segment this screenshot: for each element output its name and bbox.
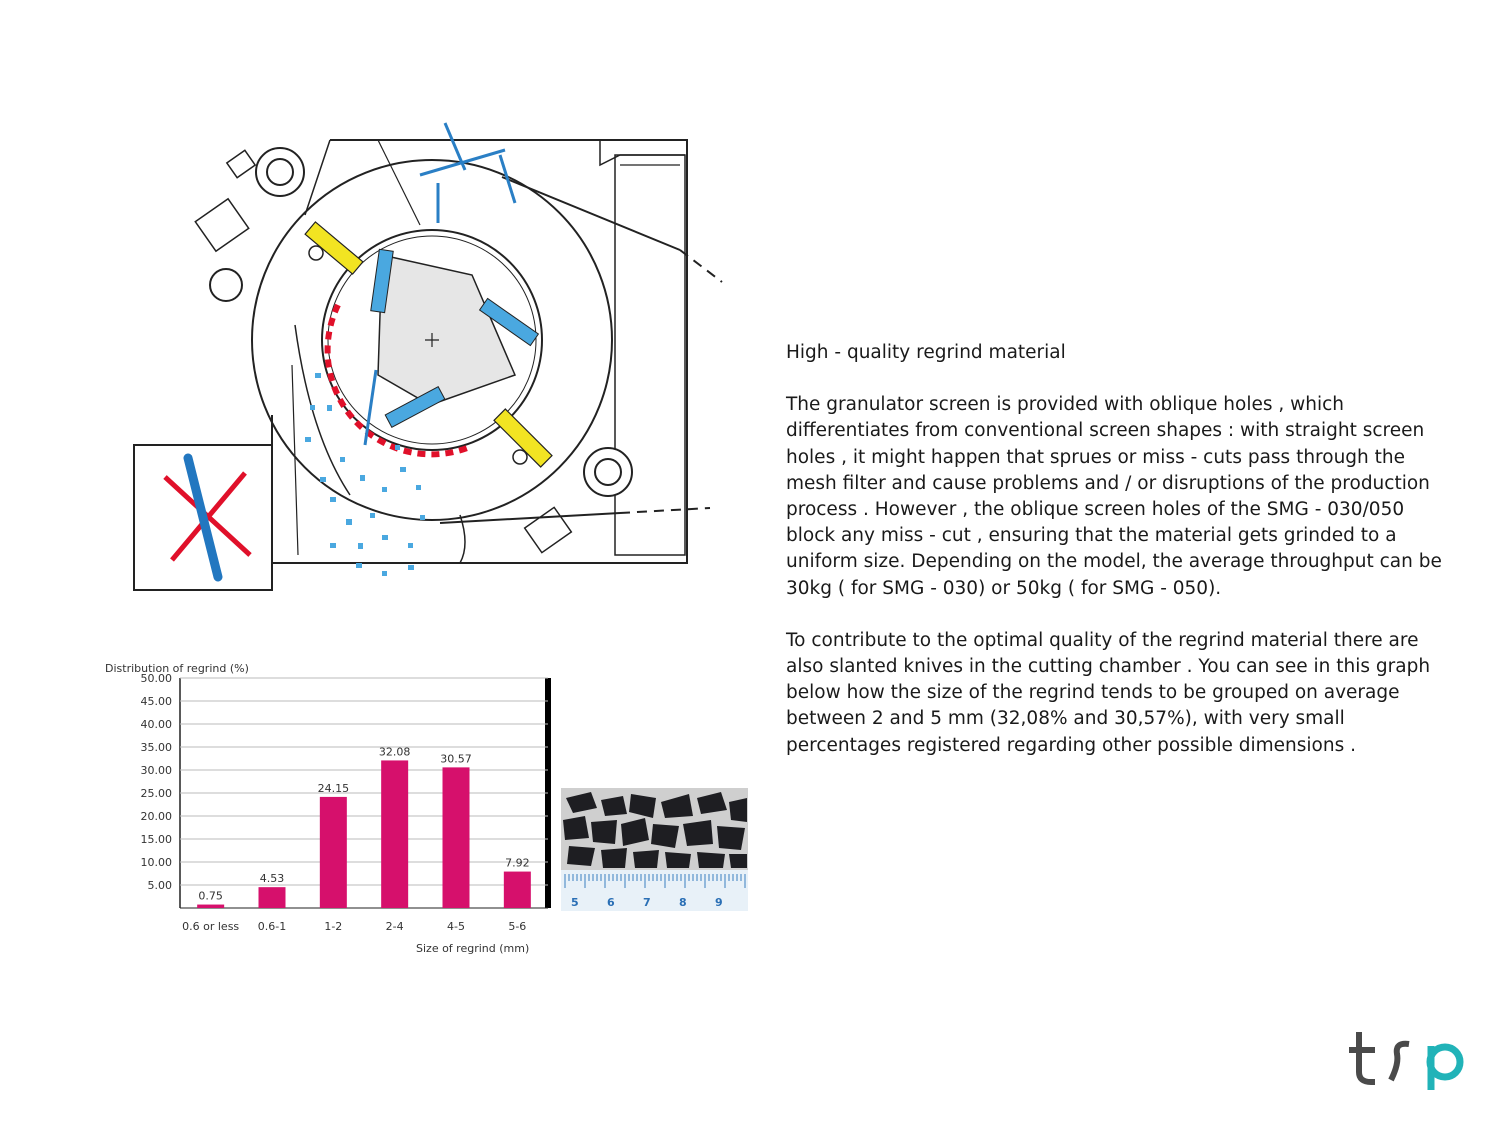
chart-title: Distribution of regrind (%) (105, 662, 249, 675)
description-text (786, 340, 1446, 785)
x-tick-label: 5-6 (508, 920, 527, 933)
bar (381, 760, 408, 908)
section-heading: High - quality regrind material (786, 342, 1066, 363)
y-tick-label: 10.00 (140, 856, 172, 869)
ruler-label: 6 (607, 896, 615, 909)
x-tick-label: 0.6 or less (182, 920, 240, 933)
x-tick-label: 2-4 (385, 920, 404, 933)
x-tick-label: 0.6-1 (257, 920, 287, 933)
granulator-diagram (120, 115, 730, 595)
paragraph-screen: The granulator screen is provided with oblique holes , which differentiates from conventional screen shapes : with straight screen holes , it might happen that sprues or miss - cuts pass through the mesh filter and cause problems and / or disruptions of the production process . However , the oblique screen holes of the SMG - 030/050 block any miss - cut , ensuring that the material gets grinded to a uniform size. Depending on the model, the average throughput can be 30kg ( for SMG - 030) or 50kg ( for SMG - 050). (786, 394, 1442, 599)
regrind-distribution-chart (100, 655, 560, 965)
y-tick-label: 50.00 (140, 672, 172, 685)
bar (320, 797, 347, 908)
bar-value-label: 0.75 (198, 889, 223, 903)
bar (443, 767, 470, 908)
bar (259, 887, 286, 908)
y-tick-label: 40.00 (140, 718, 172, 731)
ruler-label: 7 (643, 896, 651, 909)
bar-value-label: 30.57 (440, 752, 472, 766)
bar-value-label: 32.08 (378, 745, 411, 759)
bar (504, 872, 531, 908)
ruler-label: 5 (571, 896, 579, 909)
x-tick-label: 1-2 (324, 920, 343, 933)
paragraph-knives: To contribute to the optimal quality of the regrind material there are also slanted knives in the cutting chamber . You can see in this graph below how the size of the regrind tends to be grouped on average between 2 and 5 mm (32,08% and 30,57%), with very small percentages registered regarding other possible dimensions . (786, 629, 1431, 756)
x-tick-label: 4-5 (447, 920, 465, 933)
y-tick-label: 35.00 (140, 741, 172, 754)
y-tick-label: 15.00 (140, 833, 172, 846)
y-tick-label: 5.00 (147, 879, 172, 892)
y-tick-label: 20.00 (140, 810, 172, 823)
y-tick-label: 30.00 (140, 764, 172, 777)
y-tick-label: 25.00 (140, 787, 172, 800)
x-axis-label: Size of regrind (mm) (416, 942, 530, 955)
bar-value-label: 4.53 (259, 872, 285, 886)
bar (197, 905, 224, 908)
tsp-logo (1345, 1028, 1475, 1094)
ruler-label: 9 (715, 896, 723, 909)
bar-value-label: 24.15 (317, 781, 350, 795)
ruler-label: 8 (679, 896, 687, 909)
regrind-photo (561, 788, 748, 911)
bar-value-label: 7.92 (505, 856, 530, 870)
y-tick-label: 45.00 (140, 695, 172, 708)
